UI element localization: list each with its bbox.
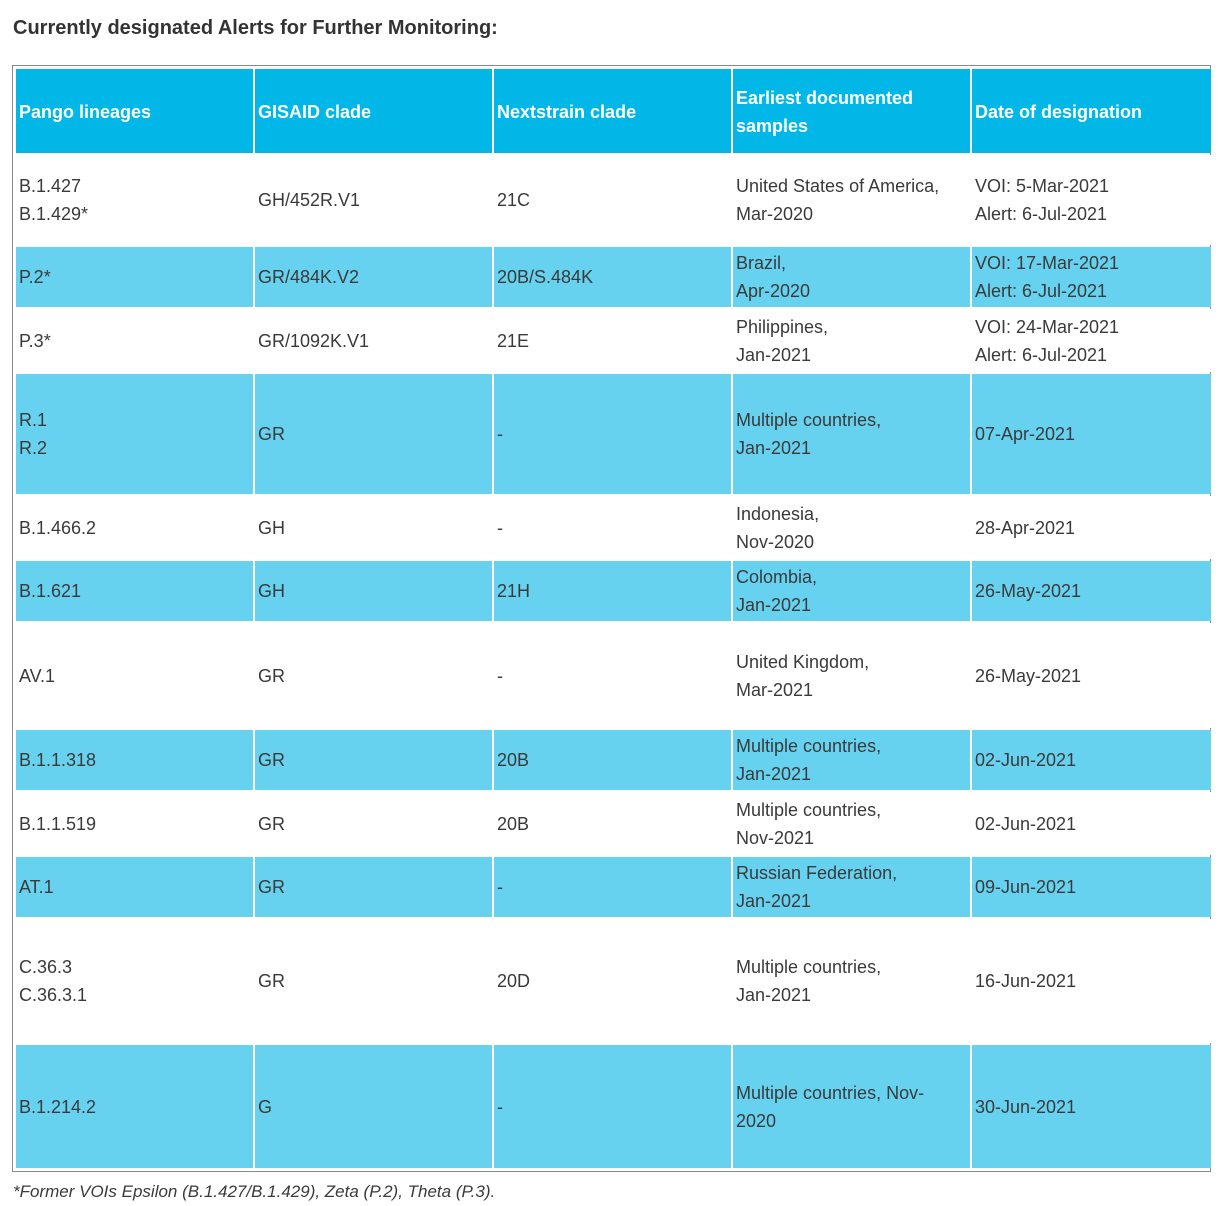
cell-date-of-designation [972, 561, 1211, 621]
cell-pango-lineage [16, 857, 253, 917]
cell-earliest-samples [733, 919, 970, 1043]
cell-text-line: 02-Jun-2021 [975, 750, 1077, 770]
cell-text-line: 28-Apr-2021 [975, 517, 1076, 538]
table-row [16, 155, 1211, 245]
cell-text-line: Alert: 6-Jul-2021 [975, 281, 1108, 301]
cell-text-line: Mar-2020 [736, 204, 814, 224]
cell-text-line: C.36.3.1 [19, 985, 88, 1005]
cell-text-line: GH [258, 581, 285, 601]
cell-text-line: GR [258, 971, 285, 991]
cell-gisaid-clade [255, 919, 492, 1043]
cell-earliest-samples [733, 1045, 970, 1168]
cell-text-line: 16-Jun-2021 [975, 971, 1077, 991]
cell-text-line: Multiple countries, [736, 736, 882, 756]
cell-earliest-samples [733, 155, 970, 245]
cell-text-line: 2020 [736, 1110, 777, 1131]
cell-earliest-samples [733, 623, 970, 728]
cell-nextstrain-clade [494, 561, 731, 621]
cell-date-of-designation [972, 623, 1211, 728]
table-row [16, 623, 1211, 728]
cell-gisaid-clade [255, 247, 492, 307]
cell-text-line: GR [258, 424, 285, 444]
cell-pango-lineage [16, 561, 253, 621]
cell-text-line: 07-Apr-2021 [975, 424, 1076, 444]
cell-pango-lineage [16, 309, 253, 372]
cell-text-line: R.2 [19, 438, 48, 458]
cell-text-line: B.1.429* [19, 204, 89, 224]
cell-text-line: AT.1 [19, 877, 54, 897]
cell-text-line: GR [258, 750, 285, 770]
cell-text-line: Colombia, [736, 567, 818, 587]
cell-text-line: Nov-2021 [736, 827, 815, 848]
cell-date-of-designation [972, 374, 1211, 494]
cell-text-line: R.1 [19, 410, 48, 430]
cell-text-line: 02-Jun-2021 [975, 813, 1077, 834]
cell-earliest-samples [733, 857, 970, 917]
header-date-of-designation: Date of designation [972, 69, 1211, 153]
table-body [16, 155, 1211, 1168]
cell-text-line: Brazil, [736, 253, 787, 273]
cell-nextstrain-clade [494, 155, 731, 245]
cell-text-line: - [497, 665, 503, 686]
cell-pango-lineage [16, 730, 253, 790]
table-row [16, 374, 1211, 494]
cell-gisaid-clade [255, 374, 492, 494]
cell-text-line: Alert: 6-Jul-2021 [975, 344, 1108, 365]
footnote: *Former VOIs Epsilon (B.1.427/B.1.429), Zeta (P.2), Theta (P.3). [13, 1182, 496, 1201]
cell-text-line: GR/484K.V2 [258, 267, 360, 287]
header-earliest-samples: Earliest documented samples [733, 69, 970, 153]
cell-text-line: GH [258, 517, 285, 538]
cell-text-line: Mar-2021 [736, 679, 814, 700]
cell-text-line: Russian Federation, [736, 863, 898, 883]
cell-nextstrain-clade [494, 730, 731, 790]
cell-gisaid-clade [255, 155, 492, 245]
cell-date-of-designation [972, 857, 1211, 917]
cell-text-line: Multiple countries, [736, 799, 882, 820]
cell-earliest-samples [733, 374, 970, 494]
cell-text-line: Multiple countries, [736, 957, 882, 977]
cell-text-line: Philippines, [736, 316, 829, 337]
cell-earliest-samples [733, 247, 970, 307]
cell-earliest-samples [733, 792, 970, 855]
cell-text-line: United Kingdom, [736, 651, 870, 672]
cell-text-line: GR [258, 877, 285, 897]
table-row [16, 561, 1211, 621]
header-gisaid-clade: GISAID clade [255, 69, 492, 153]
cell-pango-lineage [16, 247, 253, 307]
cell-date-of-designation [972, 1045, 1211, 1168]
cell-text-line: B.1.1.318 [19, 750, 97, 770]
cell-nextstrain-clade [494, 623, 731, 728]
cell-text-line: C.36.3 [19, 957, 73, 977]
cell-text-line: AV.1 [19, 665, 56, 686]
cell-text-line: 20D [497, 971, 531, 991]
cell-text-line: 20B [497, 750, 530, 770]
table-header-row [16, 69, 1211, 153]
cell-text-line: 20B [497, 813, 530, 834]
cell-text-line: Multiple countries, Nov- [736, 1082, 925, 1103]
cell-text-line: Jan-2021 [736, 438, 812, 458]
cell-pango-lineage [16, 155, 253, 245]
cell-text-line: 21C [497, 190, 531, 210]
cell-text-line: 21E [497, 330, 530, 351]
cell-text-line: 20B/S.484K [497, 267, 594, 287]
cell-earliest-samples [733, 561, 970, 621]
header-nextstrain-clade: Nextstrain clade [494, 69, 731, 153]
cell-gisaid-clade [255, 1045, 492, 1168]
cell-nextstrain-clade [494, 857, 731, 917]
cell-text-line: B.1.427 [19, 176, 82, 196]
cell-text-line: GR [258, 665, 285, 686]
cell-text-line: B.1.1.519 [19, 813, 97, 834]
cell-text-line: United States of America, [736, 176, 940, 196]
cell-nextstrain-clade [494, 1045, 731, 1168]
cell-text-line: Multiple countries, [736, 410, 882, 430]
cell-pango-lineage [16, 374, 253, 494]
cell-pango-lineage [16, 792, 253, 855]
cell-nextstrain-clade [494, 309, 731, 372]
table-row [16, 857, 1211, 917]
cell-date-of-designation [972, 919, 1211, 1043]
cell-date-of-designation [972, 309, 1211, 372]
cell-nextstrain-clade [494, 496, 731, 559]
cell-text-line: Jan-2021 [736, 344, 812, 365]
cell-earliest-samples [733, 730, 970, 790]
cell-text-line: - [497, 877, 503, 897]
cell-date-of-designation [972, 730, 1211, 790]
table-row [16, 730, 1211, 790]
cell-text-line: Jan-2021 [736, 595, 812, 615]
cell-pango-lineage [16, 496, 253, 559]
header-pango-lineages: Pango lineages [16, 69, 253, 153]
cell-text-line: Apr-2020 [736, 281, 811, 301]
cell-pango-lineage [16, 1045, 253, 1168]
cell-nextstrain-clade [494, 919, 731, 1043]
page-title: Currently designated Alerts for Further Monitoring: [13, 17, 498, 39]
cell-text-line: GR [258, 813, 285, 834]
table-row [16, 309, 1211, 372]
cell-text-line: 21H [497, 581, 531, 601]
cell-text-line: B.1.466.2 [19, 517, 97, 538]
cell-text-line: 26-May-2021 [975, 665, 1082, 686]
cell-date-of-designation [972, 496, 1211, 559]
cell-text-line: - [497, 517, 503, 538]
cell-nextstrain-clade [494, 374, 731, 494]
cell-text-line: P.3* [19, 330, 51, 351]
cell-text-line: GR/1092K.V1 [258, 330, 370, 351]
cell-text-line: GH/452R.V1 [258, 190, 361, 210]
cell-text-line: Nov-2020 [736, 531, 815, 552]
cell-text-line: 09-Jun-2021 [975, 877, 1077, 897]
cell-text-line: G [258, 1096, 273, 1117]
cell-text-line: B.1.621 [19, 581, 82, 601]
alerts-table-container [12, 65, 1211, 1172]
cell-date-of-designation [972, 792, 1211, 855]
cell-text-line: B.1.214.2 [19, 1096, 97, 1117]
cell-text-line: 30-Jun-2021 [975, 1096, 1077, 1117]
cell-text-line: 26-May-2021 [975, 581, 1082, 601]
table-row [16, 496, 1211, 559]
cell-gisaid-clade [255, 857, 492, 917]
cell-text-line: - [497, 1096, 503, 1117]
cell-text-line: Indonesia, [736, 503, 820, 524]
cell-text-line: - [497, 424, 503, 444]
table-row [16, 919, 1211, 1043]
cell-date-of-designation [972, 155, 1211, 245]
cell-gisaid-clade [255, 730, 492, 790]
cell-text-line: Jan-2021 [736, 764, 812, 784]
cell-text-line: P.2* [19, 267, 51, 287]
cell-text-line: Jan-2021 [736, 891, 812, 911]
cell-text-line: VOI: 24-Mar-2021 [975, 316, 1120, 337]
cell-gisaid-clade [255, 561, 492, 621]
alerts-table [14, 67, 1213, 1170]
table-row [16, 247, 1211, 307]
cell-nextstrain-clade [494, 247, 731, 307]
cell-text-line: Jan-2021 [736, 985, 812, 1005]
cell-text-line: VOI: 17-Mar-2021 [975, 253, 1120, 273]
cell-pango-lineage [16, 919, 253, 1043]
cell-gisaid-clade [255, 792, 492, 855]
cell-gisaid-clade [255, 623, 492, 728]
cell-gisaid-clade [255, 309, 492, 372]
cell-gisaid-clade [255, 496, 492, 559]
cell-text-line: VOI: 5-Mar-2021 [975, 176, 1110, 196]
table-row [16, 1045, 1211, 1168]
cell-earliest-samples [733, 496, 970, 559]
cell-text-line: Alert: 6-Jul-2021 [975, 204, 1108, 224]
cell-pango-lineage [16, 623, 253, 728]
cell-date-of-designation [972, 247, 1211, 307]
cell-earliest-samples [733, 309, 970, 372]
cell-nextstrain-clade [494, 792, 731, 855]
table-row [16, 792, 1211, 855]
